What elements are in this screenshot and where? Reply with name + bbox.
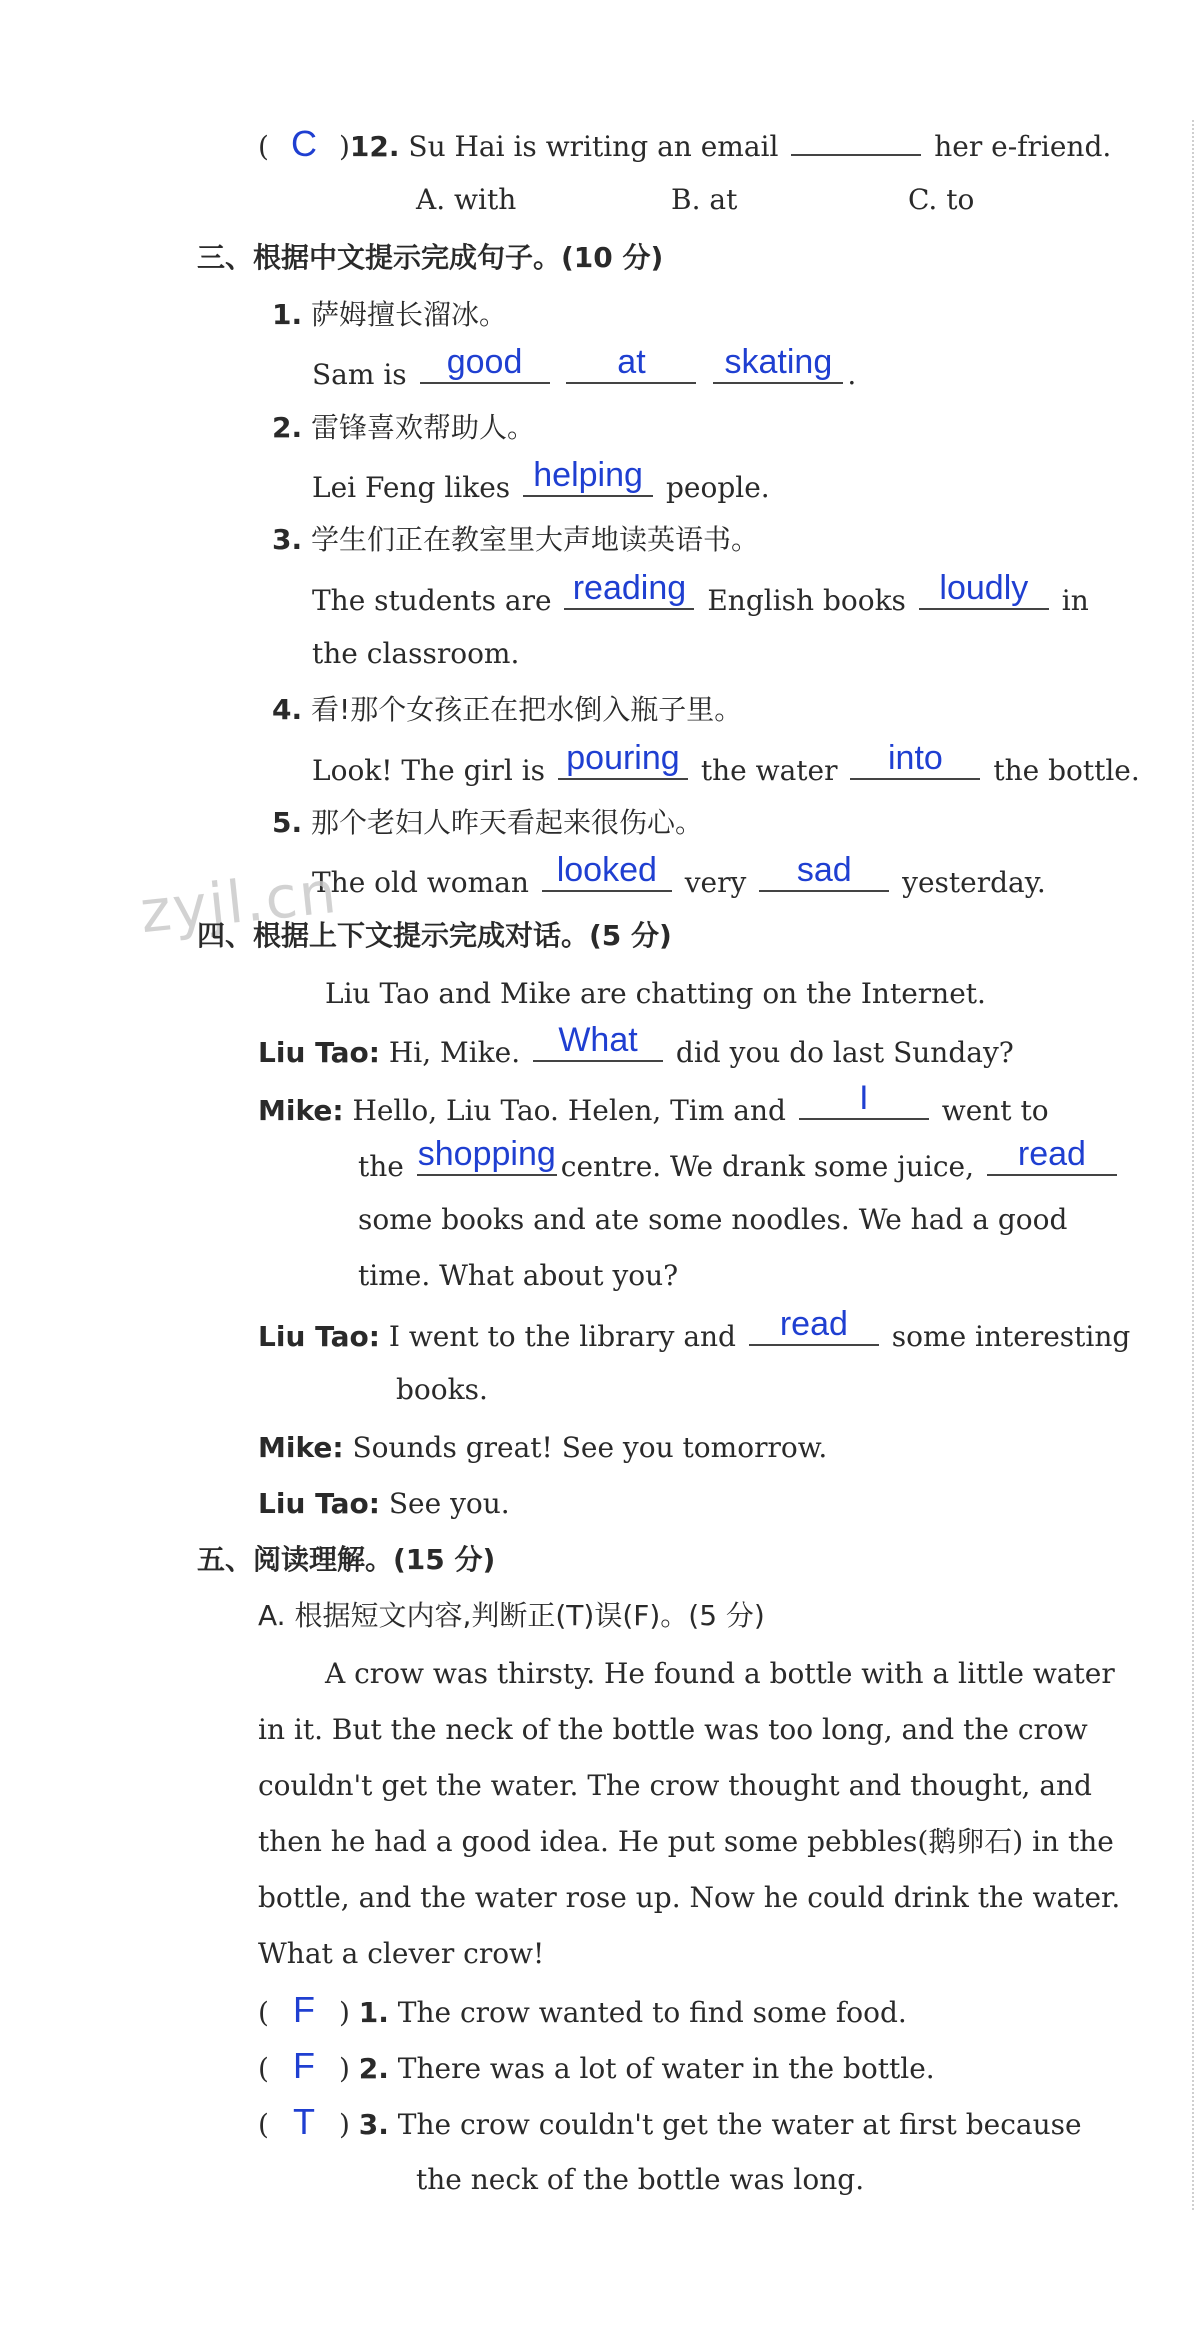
- item-number: 5.: [272, 806, 303, 839]
- sentence-text: Lei Feng likes: [312, 471, 511, 504]
- dialogue-intro: Liu Tao and Mike are chatting on the Internet.: [325, 977, 986, 1010]
- handwritten-answer: into: [887, 739, 943, 777]
- speaker-name: Liu Tao:: [258, 1036, 380, 1069]
- handwritten-answer: F: [292, 1989, 315, 2030]
- handwritten-answer: skating: [724, 343, 833, 381]
- dialogue-line-1: [258, 1021, 1014, 1070]
- answer-paren: [269, 2045, 339, 2089]
- sentence-text: Look! The girl is: [312, 754, 546, 787]
- dialogue-text: some interesting: [891, 1320, 1131, 1353]
- dialogue-text: Hello, Liu Tao. Helen, Tim and: [352, 1094, 786, 1127]
- handwritten-answer: good: [446, 343, 523, 381]
- question-number: 3.: [358, 2108, 389, 2141]
- handwritten-answer: I: [859, 1079, 869, 1117]
- passage-line: couldn't get the water. The crow thought and thought, and: [258, 1769, 1092, 1802]
- dialogue-text: went to: [941, 1094, 1049, 1127]
- sentence-text: very: [684, 866, 747, 899]
- dialogue-text: centre. We drank some juice,: [560, 1150, 974, 1183]
- handwritten-answer: shopping: [417, 1135, 556, 1173]
- sentence-text: The students are: [312, 584, 552, 617]
- sentence-text: in: [1061, 584, 1089, 617]
- sentence-end: .: [847, 358, 857, 391]
- dialogue-text: Sounds great! See you tomorrow.: [352, 1431, 828, 1464]
- sentence-text: the bottle.: [993, 754, 1140, 787]
- item-number: 4.: [272, 693, 303, 726]
- handwritten-answer: at: [617, 343, 646, 381]
- answer-paren: [269, 2101, 339, 2145]
- option-c: C. to: [908, 183, 975, 216]
- question-number: 1.: [358, 1996, 389, 2029]
- handwritten-answer: What: [558, 1021, 638, 1059]
- handwritten-answer: helping: [533, 456, 643, 494]
- answer-blank: [564, 569, 694, 610]
- handwritten-answer: read: [779, 1305, 848, 1343]
- question-text: her e-friend.: [934, 130, 1112, 163]
- passage-line: in it. But the neck of the bottle was too long, and the crow: [258, 1713, 1088, 1746]
- speaker-name: Mike:: [258, 1431, 344, 1464]
- s3-item-2-en: [312, 456, 770, 505]
- answer-blank: [749, 1305, 879, 1346]
- answer-paren: [269, 123, 339, 167]
- option-b: B. at: [671, 183, 738, 216]
- handwritten-answer: C: [290, 123, 317, 164]
- item-number: 2.: [272, 411, 303, 444]
- s3-item-4-zh: [272, 690, 742, 730]
- chinese-prompt: 那个老妇人昨天看起来很伤心。: [311, 806, 704, 839]
- sentence-text: The old woman: [312, 866, 529, 899]
- tf-question-1: ( F ) 1. The crow wanted to find some food.: [258, 1992, 907, 2032]
- answer-blank: [566, 343, 696, 384]
- answer-blank: [850, 739, 980, 780]
- answer-blank: [542, 851, 672, 892]
- item-number: 1.: [272, 298, 303, 331]
- answer-blank: [987, 1135, 1117, 1176]
- dialogue-text: See you.: [388, 1487, 510, 1520]
- answer-blank: [759, 851, 889, 892]
- answer-blank: [799, 1079, 929, 1120]
- sentence-continuation: the classroom.: [312, 637, 520, 670]
- answer-paren: [269, 1989, 339, 2033]
- question-number: 2.: [358, 2052, 389, 2085]
- dialogue-text: time. What about you?: [358, 1259, 679, 1292]
- handwritten-answer: sad: [796, 851, 852, 889]
- sentence-text: English books: [707, 584, 906, 617]
- question-text: the neck of the bottle was long.: [416, 2163, 865, 2196]
- dialogue-text: did you do last Sunday?: [675, 1036, 1014, 1069]
- tf-question-3: ( T ) 3. The crow couldn't get the water at first because: [258, 2104, 1082, 2144]
- sentence-text: people.: [665, 471, 770, 504]
- passage-line: then he had a good idea. He put some pebbles(鹅卵石) in the: [258, 1825, 1114, 1858]
- s3-item-1-en: [312, 343, 857, 392]
- answer-blank: [919, 569, 1049, 610]
- s3-item-5-zh: [272, 803, 703, 843]
- answer-blank: [533, 1021, 663, 1062]
- question-number: 12.: [349, 130, 400, 163]
- section-5-title: 五、阅读理解。(15 分): [197, 1543, 496, 1576]
- dialogue-line-2b: [358, 1135, 1121, 1184]
- sentence-text: yesterday.: [902, 866, 1046, 899]
- question-text: There was a lot of water in the bottle.: [397, 2052, 935, 2085]
- answer-blank: [417, 1135, 557, 1176]
- chinese-prompt: 萨姆擅长溜冰。: [311, 298, 508, 331]
- handwritten-answer: T: [292, 2101, 315, 2142]
- section-4-title: 四、根据上下文提示完成对话。(5 分): [197, 919, 672, 952]
- handwritten-answer: looked: [556, 851, 657, 889]
- question-text: The crow couldn't get the water at first because: [397, 2108, 1082, 2141]
- speaker-name: Liu Tao:: [258, 1487, 380, 1520]
- s3-item-4-en: [312, 739, 1140, 788]
- subsection-a-instruction: A. 根据短文内容,判断正(T)误(F)。(5 分): [258, 1599, 765, 1632]
- dialogue-text: I went to the library and: [388, 1320, 736, 1353]
- answer-blank: [791, 124, 921, 156]
- option-a: A. with: [416, 183, 517, 216]
- dialogue-text: books.: [396, 1373, 488, 1406]
- passage-line: bottle, and the water rose up. Now he could drink the water.: [258, 1881, 1121, 1914]
- handwritten-answer: F: [292, 2045, 315, 2086]
- q12-options: [416, 180, 974, 220]
- chinese-prompt: 雷锋喜欢帮助人。: [311, 411, 536, 444]
- s3-item-3-zh: [272, 520, 759, 560]
- handwritten-answer: pouring: [566, 739, 680, 777]
- handwritten-answer: read: [1017, 1135, 1086, 1173]
- sentence-text: the water: [700, 754, 838, 787]
- q12-line: ( C )12. Su Hai is writing an email her e-friend.: [258, 124, 1111, 164]
- answer-blank: [713, 343, 843, 384]
- handwritten-answer: reading: [572, 569, 687, 607]
- dialogue-line-4: [258, 1428, 827, 1468]
- speaker-name: Liu Tao:: [258, 1320, 380, 1353]
- question-text: The crow wanted to find some food.: [397, 1996, 907, 2029]
- tf-question-2: ( F ) 2. There was a lot of water in the bottle.: [258, 2048, 935, 2088]
- handwritten-answer: loudly: [939, 569, 1029, 607]
- dialogue-text: Hi, Mike.: [388, 1036, 521, 1069]
- answer-blank: [523, 456, 653, 497]
- item-number: 3.: [272, 523, 303, 556]
- dialogue-text: the: [358, 1150, 404, 1183]
- chinese-prompt: 看!那个女孩正在把水倒入瓶子里。: [311, 693, 743, 726]
- page-edge-rule: [1192, 120, 1194, 2210]
- s3-item-5-en: [312, 851, 1046, 900]
- dialogue-line-3: [258, 1305, 1131, 1354]
- sentence-text: Sam is: [312, 358, 407, 391]
- chinese-prompt: 学生们正在教室里大声地读英语书。: [311, 523, 760, 556]
- dialogue-line-2: [258, 1079, 1049, 1128]
- speaker-name: Mike:: [258, 1094, 344, 1127]
- answer-blank: [558, 739, 688, 780]
- passage-line: What a clever crow!: [258, 1937, 545, 1970]
- s3-item-3-en: [312, 569, 1089, 618]
- dialogue-text: some books and ate some noodles. We had a good: [358, 1203, 1068, 1236]
- s3-item-2-zh: [272, 408, 535, 448]
- s3-item-1-zh: [272, 295, 507, 335]
- passage-line: A crow was thirsty. He found a bottle with a little water: [325, 1657, 1115, 1690]
- question-text: Su Hai is writing an email: [408, 130, 779, 163]
- watermark: zyjl.cn: [136, 857, 342, 947]
- answer-blank: [420, 343, 550, 384]
- dialogue-line-5: [258, 1484, 510, 1524]
- section-3-title: 三、根据中文提示完成句子。(10 分): [197, 241, 664, 274]
